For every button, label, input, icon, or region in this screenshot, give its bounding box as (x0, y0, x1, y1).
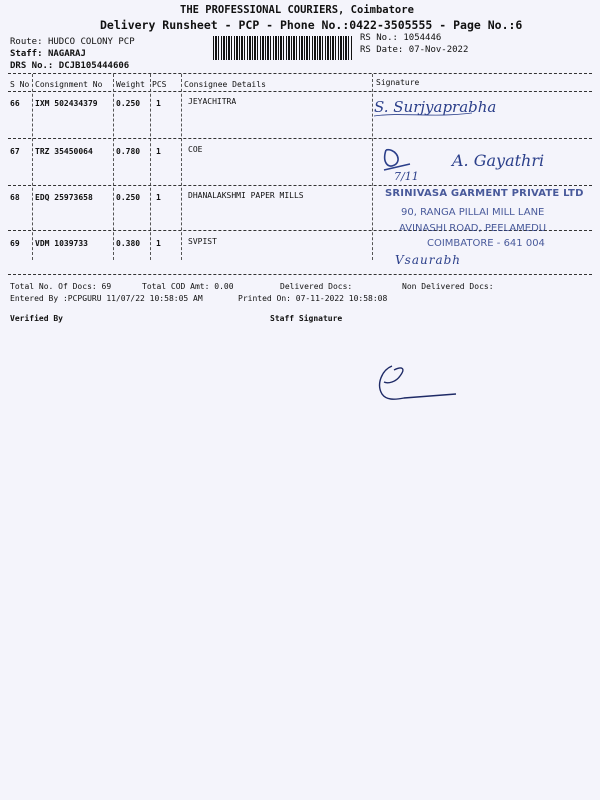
rs-no-row (360, 33, 441, 43)
row-66-pcs: 1 (156, 99, 161, 108)
drs-value: DCJB105444606 (58, 61, 130, 71)
svg-text:A. Gayathri: A. Gayathri (452, 151, 545, 170)
col-header-consignment: Consignment No (35, 80, 103, 89)
printed-on: Printed On: 07-11-2022 10:58:08 (238, 294, 388, 303)
row-68-pcs: 1 (156, 193, 161, 202)
row-69-weight: 0.380 (116, 239, 141, 248)
row-68-weight: 0.250 (116, 193, 141, 202)
signature-row-66 (372, 92, 502, 122)
row-66-consignee: JEYACHITRA (188, 97, 237, 106)
row-68-consignee: DHANALAKSHMI PAPER MILLS (188, 191, 304, 200)
signature-row-67 (380, 140, 580, 184)
rs-date-label: RS Date: (360, 45, 404, 55)
col-sep (150, 74, 151, 260)
barcode (213, 36, 353, 60)
runsheet-title: Delivery Runsheet - PCP - Phone No.:0422-3505555 - Page No.:6 (100, 18, 523, 32)
col-header-sno: S No (10, 80, 30, 89)
stamp-line-2: 90, RANGA PILLAI MILL LANE (401, 207, 545, 218)
row-69-consignee: SVPIST (188, 237, 217, 246)
company-name: THE PROFESSIONAL COURIERS, Coimbatore (180, 4, 414, 16)
row-69-consignment: VDM 1039733 (35, 239, 88, 248)
staff-row (10, 49, 86, 59)
staff-value: NAGARAJ (47, 49, 86, 59)
row-66-consignment: IXM 502434379 (35, 99, 98, 108)
col-header-signature: Signature (376, 78, 420, 87)
row-rule (8, 185, 592, 186)
stamp-line-1: SRINIVASA GARMENT PRIVATE LTD (385, 188, 584, 199)
col-header-pcs: PCS (152, 80, 167, 89)
staff-label: Staff: (10, 49, 43, 59)
table-header-rule (8, 91, 592, 92)
row-68-consignment: EDQ 25973658 (35, 193, 93, 202)
total-docs: Total No. Of Docs: 69 (10, 282, 112, 291)
svg-text:7/11: 7/11 (394, 170, 419, 183)
staff-signature-label: Staff Signature (270, 314, 343, 323)
row-67-pcs: 1 (156, 147, 161, 156)
signature-row-69 (393, 250, 543, 272)
row-67-sno: 67 (10, 147, 20, 156)
verified-by-label: Verified By (10, 314, 63, 323)
row-69-pcs: 1 (156, 239, 161, 248)
col-header-consignee: Consignee Details (184, 80, 266, 89)
route-label: Route: (10, 37, 43, 47)
entered-by: Entered By :PCPGURU 11/07/22 10:58:05 AM (10, 294, 203, 303)
rs-date-row (360, 45, 468, 55)
svg-text:Vsaurabh: Vsaurabh (395, 253, 462, 267)
row-69-sno: 69 (10, 239, 20, 248)
table-top-rule (8, 73, 592, 74)
row-68-sno: 68 (10, 193, 20, 202)
row-67-consignment: TRZ 35450064 (35, 147, 93, 156)
col-sep (181, 74, 182, 260)
non-delivered-docs: Non Delivered Docs: (402, 282, 494, 291)
drs-row (10, 61, 129, 71)
route-row (10, 37, 135, 47)
row-67-weight: 0.780 (116, 147, 141, 156)
delivered-docs: Delivered Docs: (280, 282, 353, 291)
rs-no-label: RS No.: (360, 33, 398, 43)
col-sep (32, 74, 33, 260)
table-bottom-rule (8, 274, 592, 275)
col-header-weight: Weight (116, 80, 145, 89)
rs-date-value: 07-Nov-2022 (408, 45, 469, 55)
route-value: HUDCO COLONY PCP (47, 37, 135, 47)
staff-signature-mark (374, 356, 464, 406)
rs-no-value: 1054446 (403, 33, 442, 43)
row-67-consignee: COE (188, 145, 203, 154)
row-66-sno: 66 (10, 99, 20, 108)
stamp-line-3: AVINASHI ROAD, PEELAMEDU (399, 223, 547, 234)
svg-text:S. Surjyaprabha: S. Surjyaprabha (374, 98, 497, 116)
total-cod: Total COD Amt: 0.00 (142, 282, 234, 291)
row-66-weight: 0.250 (116, 99, 141, 108)
col-sep (113, 74, 114, 260)
row-rule (8, 138, 592, 139)
stamp-line-4: COIMBATORE - 641 004 (427, 238, 545, 249)
drs-label: DRS No.: (10, 61, 54, 71)
